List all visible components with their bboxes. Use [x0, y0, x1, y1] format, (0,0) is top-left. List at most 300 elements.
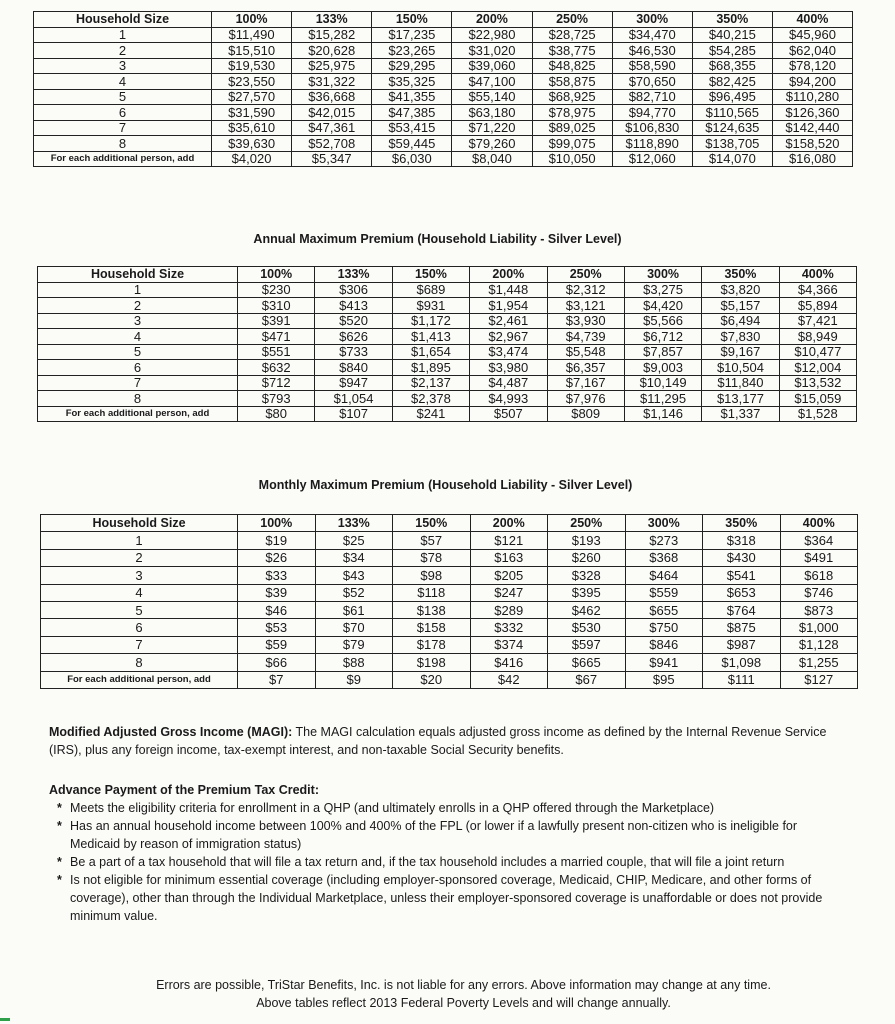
- value-cell: $198: [393, 654, 471, 671]
- value-cell: $39,060: [452, 58, 532, 74]
- value-cell: $416: [470, 654, 548, 671]
- value-cell: $1,954: [470, 298, 547, 314]
- table-row: [38, 282, 857, 298]
- value-cell: $78,975: [532, 105, 612, 121]
- value-cell: $6,712: [624, 329, 701, 345]
- value-cell: $12,060: [612, 151, 692, 167]
- value-cell: $58,590: [612, 58, 692, 74]
- value-cell: $289: [470, 601, 548, 618]
- column-header: 133%: [315, 515, 393, 532]
- household-size-cell: 8: [38, 391, 238, 407]
- value-cell: $111: [703, 671, 781, 688]
- fpl-income-table: [33, 11, 853, 167]
- value-cell: $873: [780, 601, 858, 618]
- value-cell: $626: [315, 329, 392, 345]
- value-cell: $6,357: [547, 360, 624, 376]
- value-cell: $53,415: [372, 120, 452, 136]
- value-cell: $5,347: [292, 151, 372, 167]
- column-header: 350%: [692, 12, 772, 28]
- value-cell: $158: [393, 619, 471, 636]
- household-size-cell: 2: [38, 298, 238, 314]
- scan-edge-mark: [0, 1018, 10, 1021]
- table-row: [38, 360, 857, 376]
- column-header: 350%: [703, 515, 781, 532]
- value-cell: $5,894: [779, 298, 856, 314]
- column-header: 200%: [470, 267, 547, 283]
- value-cell: $8,040: [452, 151, 532, 167]
- column-header: 150%: [393, 515, 471, 532]
- value-cell: $20,628: [292, 43, 372, 59]
- value-cell: $41,355: [372, 89, 452, 105]
- value-cell: $3,820: [702, 282, 779, 298]
- bullet-star-icon: *: [57, 855, 62, 869]
- household-size-cell: 2: [41, 549, 238, 566]
- value-cell: $25,975: [292, 58, 372, 74]
- value-cell: $16,080: [772, 151, 852, 167]
- value-cell: $1,448: [470, 282, 547, 298]
- table-row: [38, 344, 857, 360]
- value-cell: $5,566: [624, 313, 701, 329]
- household-size-cell: 3: [34, 58, 212, 74]
- value-cell: $987: [703, 636, 781, 653]
- value-cell: $7,167: [547, 375, 624, 391]
- household-size-cell: 5: [38, 344, 238, 360]
- value-cell: $1,895: [392, 360, 469, 376]
- value-cell: $1,172: [392, 313, 469, 329]
- additional-person-row: [38, 406, 857, 422]
- value-cell: $332: [470, 619, 548, 636]
- value-cell: $2,378: [392, 391, 469, 407]
- value-cell: $368: [625, 549, 703, 566]
- magi-term: Modified Adjusted Gross Income (MAGI):: [49, 725, 293, 739]
- value-cell: $530: [548, 619, 626, 636]
- value-cell: $96,495: [692, 89, 772, 105]
- household-size-cell: 4: [38, 329, 238, 345]
- value-cell: $746: [780, 584, 858, 601]
- value-cell: $52: [315, 584, 393, 601]
- value-cell: $63,180: [452, 105, 532, 121]
- value-cell: $34,470: [612, 27, 692, 43]
- value-cell: $70: [315, 619, 393, 636]
- value-cell: $655: [625, 601, 703, 618]
- value-cell: $430: [703, 549, 781, 566]
- value-cell: $1,255: [780, 654, 858, 671]
- value-cell: $306: [315, 282, 392, 298]
- household-size-cell: 6: [38, 360, 238, 376]
- value-cell: $27,570: [212, 89, 292, 105]
- value-cell: $273: [625, 532, 703, 549]
- additional-person-row: [41, 671, 858, 688]
- value-cell: $142,440: [772, 120, 852, 136]
- table-row: [38, 391, 857, 407]
- value-cell: $71,220: [452, 120, 532, 136]
- table-row: [41, 567, 858, 584]
- value-cell: $247: [470, 584, 548, 601]
- value-cell: $3,474: [470, 344, 547, 360]
- value-cell: $31,590: [212, 105, 292, 121]
- value-cell: $7,857: [624, 344, 701, 360]
- value-cell: $99,075: [532, 136, 612, 152]
- value-cell: $94,770: [612, 105, 692, 121]
- value-cell: $4,366: [779, 282, 856, 298]
- value-cell: $10,477: [779, 344, 856, 360]
- value-cell: $462: [548, 601, 626, 618]
- value-cell: $374: [470, 636, 548, 653]
- value-cell: $14,070: [692, 151, 772, 167]
- value-cell: $193: [548, 532, 626, 549]
- annual-premium-table: [37, 266, 857, 422]
- value-cell: $318: [703, 532, 781, 549]
- value-cell: $1,054: [315, 391, 392, 407]
- value-cell: $3,930: [547, 313, 624, 329]
- column-header: 200%: [452, 12, 532, 28]
- value-cell: $7,976: [547, 391, 624, 407]
- value-cell: $491: [780, 549, 858, 566]
- table-row: [41, 584, 858, 601]
- value-cell: $55,140: [452, 89, 532, 105]
- value-cell: $61: [315, 601, 393, 618]
- value-cell: $68,355: [692, 58, 772, 74]
- value-cell: $1,654: [392, 344, 469, 360]
- value-cell: $45,960: [772, 27, 852, 43]
- column-header: 350%: [702, 267, 779, 283]
- table-row: [34, 136, 853, 152]
- household-size-cell: 8: [41, 654, 238, 671]
- value-cell: $4,487: [470, 375, 547, 391]
- value-cell: $1,337: [702, 406, 779, 422]
- value-cell: $59: [238, 636, 316, 653]
- disclaimer-line: Errors are possible, TriStar Benefits, Inc. is not liable for any errors. Above information may change at any time.: [156, 978, 771, 992]
- value-cell: $840: [315, 360, 392, 376]
- value-cell: $39: [238, 584, 316, 601]
- column-header: 300%: [624, 267, 701, 283]
- value-cell: $413: [315, 298, 392, 314]
- additional-person-row: [34, 151, 853, 167]
- household-size-cell: 1: [34, 27, 212, 43]
- column-header: 133%: [292, 12, 372, 28]
- value-cell: $1,413: [392, 329, 469, 345]
- value-cell: $464: [625, 567, 703, 584]
- value-cell: $42: [470, 671, 548, 688]
- household-size-cell: 6: [34, 105, 212, 121]
- list-item: * Is not eligible for minimum essential coverage (including employer-sponsored coverage, Medicaid, CHIP, Medicare, and other forms of coverage), other than through the Individual Marketplace, unless their employer-sponsored coverage is unaffordable or does not provide minimum value.: [57, 873, 823, 923]
- household-size-cell: 3: [41, 567, 238, 584]
- table-row: [34, 58, 853, 74]
- value-cell: $1,146: [624, 406, 701, 422]
- column-header: 150%: [392, 267, 469, 283]
- value-cell: $89,025: [532, 120, 612, 136]
- value-cell: $653: [703, 584, 781, 601]
- value-cell: $941: [625, 654, 703, 671]
- value-cell: $70,650: [612, 74, 692, 90]
- value-cell: $1,528: [779, 406, 856, 422]
- household-size-cell: 3: [38, 313, 238, 329]
- column-header: 133%: [315, 267, 392, 283]
- list-item: * Meets the eligibility criteria for enrollment in a QHP (and ultimately enrolls in a QHP offered through the Marketplace): [57, 801, 715, 815]
- value-cell: $124,635: [692, 120, 772, 136]
- value-cell: $57: [393, 532, 471, 549]
- value-cell: $127: [780, 671, 858, 688]
- value-cell: $1,000: [780, 619, 858, 636]
- value-cell: $22,980: [452, 27, 532, 43]
- value-cell: $6,494: [702, 313, 779, 329]
- value-cell: $2,967: [470, 329, 547, 345]
- value-cell: $31,322: [292, 74, 372, 90]
- value-cell: $126,360: [772, 105, 852, 121]
- fpl-year-note: Above tables reflect 2013 Federal Poverty Levels and will change annually.: [256, 996, 671, 1010]
- value-cell: $1,098: [703, 654, 781, 671]
- table-row: [34, 89, 853, 105]
- value-cell: $47,100: [452, 74, 532, 90]
- table-row: [38, 329, 857, 345]
- value-cell: $52,708: [292, 136, 372, 152]
- value-cell: $1,128: [780, 636, 858, 653]
- table-row: [41, 601, 858, 618]
- value-cell: $36,668: [292, 89, 372, 105]
- household-size-cell: 5: [34, 89, 212, 105]
- value-cell: $733: [315, 344, 392, 360]
- value-cell: $46: [238, 601, 316, 618]
- household-size-cell: 4: [41, 584, 238, 601]
- value-cell: $10,504: [702, 360, 779, 376]
- value-cell: $241: [392, 406, 469, 422]
- value-cell: $53: [238, 619, 316, 636]
- column-header: 250%: [547, 267, 624, 283]
- value-cell: $471: [238, 329, 315, 345]
- value-cell: $138: [393, 601, 471, 618]
- household-size-cell: 5: [41, 601, 238, 618]
- magi-text: The MAGI calculation equals adjusted gross income as defined by the Internal Revenue Service (IRS), plus any foreign income, tax-exempt interest, and non-taxable Social Security benefits.: [49, 725, 827, 757]
- value-cell: $9,167: [702, 344, 779, 360]
- column-header: 250%: [548, 515, 626, 532]
- value-cell: $121: [470, 532, 548, 549]
- list-item: * Be a part of a tax household that will file a tax return and, if the tax household includes a married couple, that will file a joint return: [57, 855, 785, 869]
- additional-person-label: For each additional person, add: [34, 151, 212, 167]
- value-cell: $3,980: [470, 360, 547, 376]
- value-cell: $507: [470, 406, 547, 422]
- value-cell: $7: [238, 671, 316, 688]
- value-cell: $15,510: [212, 43, 292, 59]
- value-cell: $328: [548, 567, 626, 584]
- table-row: [34, 120, 853, 136]
- list-item: * Has an annual household income between 100% and 400% of the FPL (or lower if a lawfully present non-citizen who is ineligible for Medicaid by reason of immigration status): [57, 819, 798, 851]
- household-size-cell: 1: [41, 532, 238, 549]
- value-cell: $68,925: [532, 89, 612, 105]
- value-cell: $39,630: [212, 136, 292, 152]
- value-cell: $6,030: [372, 151, 452, 167]
- value-cell: $260: [548, 549, 626, 566]
- table-header-row: [38, 267, 857, 283]
- bullet-star-icon: *: [57, 873, 62, 887]
- value-cell: $31,020: [452, 43, 532, 59]
- value-cell: $764: [703, 601, 781, 618]
- value-cell: $23,550: [212, 74, 292, 90]
- value-cell: $689: [392, 282, 469, 298]
- value-cell: $34: [315, 549, 393, 566]
- value-cell: $8,949: [779, 329, 856, 345]
- value-cell: $551: [238, 344, 315, 360]
- column-header: 200%: [470, 515, 548, 532]
- value-cell: $17,235: [372, 27, 452, 43]
- magi-definition: [49, 723, 829, 759]
- table-row: [34, 27, 853, 43]
- value-cell: $38,775: [532, 43, 612, 59]
- value-cell: $33: [238, 567, 316, 584]
- value-cell: $78,120: [772, 58, 852, 74]
- table-row: [38, 298, 857, 314]
- household-size-cell: 8: [34, 136, 212, 152]
- column-header: 300%: [612, 12, 692, 28]
- value-cell: $80: [238, 406, 315, 422]
- value-cell: $5,548: [547, 344, 624, 360]
- value-cell: $205: [470, 567, 548, 584]
- household-size-cell: 2: [34, 43, 212, 59]
- value-cell: $391: [238, 313, 315, 329]
- column-header: 400%: [780, 515, 858, 532]
- value-cell: $47,385: [372, 105, 452, 121]
- value-cell: $58,875: [532, 74, 612, 90]
- value-cell: $5,157: [702, 298, 779, 314]
- column-header: 100%: [238, 515, 316, 532]
- value-cell: $9: [315, 671, 393, 688]
- value-cell: $95: [625, 671, 703, 688]
- table-row: [38, 375, 857, 391]
- value-cell: $106,830: [612, 120, 692, 136]
- additional-person-label: For each additional person, add: [41, 671, 238, 688]
- value-cell: $750: [625, 619, 703, 636]
- value-cell: $19,530: [212, 58, 292, 74]
- value-cell: $118,890: [612, 136, 692, 152]
- value-cell: $138,705: [692, 136, 772, 152]
- value-cell: $79,260: [452, 136, 532, 152]
- value-cell: $2,312: [547, 282, 624, 298]
- value-cell: $632: [238, 360, 315, 376]
- household-size-cell: 7: [38, 375, 238, 391]
- table-row: [34, 74, 853, 90]
- value-cell: $47,361: [292, 120, 372, 136]
- value-cell: $3,121: [547, 298, 624, 314]
- value-cell: $541: [703, 567, 781, 584]
- annual-premium-caption: Annual Maximum Premium (Household Liability - Silver Level): [253, 232, 622, 246]
- value-cell: $947: [315, 375, 392, 391]
- value-cell: $665: [548, 654, 626, 671]
- household-size-cell: 4: [34, 74, 212, 90]
- column-header: 100%: [238, 267, 315, 283]
- value-cell: $310: [238, 298, 315, 314]
- household-size-header: Household Size: [38, 267, 238, 283]
- value-cell: $618: [780, 567, 858, 584]
- table-row: [41, 636, 858, 653]
- value-cell: $875: [703, 619, 781, 636]
- eligibility-list: [57, 799, 827, 925]
- value-cell: $28,725: [532, 27, 612, 43]
- value-cell: $67: [548, 671, 626, 688]
- value-cell: $597: [548, 636, 626, 653]
- value-cell: $35,610: [212, 120, 292, 136]
- table-row: [41, 619, 858, 636]
- table-header-row: [34, 12, 853, 28]
- value-cell: $48,825: [532, 58, 612, 74]
- value-cell: $107: [315, 406, 392, 422]
- monthly-premium-table: [40, 514, 858, 689]
- value-cell: $846: [625, 636, 703, 653]
- column-header: 300%: [625, 515, 703, 532]
- value-cell: $26: [238, 549, 316, 566]
- table-row: [34, 105, 853, 121]
- additional-person-label: For each additional person, add: [38, 406, 238, 422]
- table-row: [41, 532, 858, 549]
- value-cell: $2,461: [470, 313, 547, 329]
- value-cell: $78: [393, 549, 471, 566]
- value-cell: $110,280: [772, 89, 852, 105]
- value-cell: $178: [393, 636, 471, 653]
- value-cell: $809: [547, 406, 624, 422]
- value-cell: $19: [238, 532, 316, 549]
- value-cell: $118: [393, 584, 471, 601]
- value-cell: $98: [393, 567, 471, 584]
- value-cell: $230: [238, 282, 315, 298]
- value-cell: $66: [238, 654, 316, 671]
- value-cell: $110,565: [692, 105, 772, 121]
- value-cell: $11,490: [212, 27, 292, 43]
- household-size-cell: 1: [38, 282, 238, 298]
- value-cell: $559: [625, 584, 703, 601]
- column-header: 100%: [212, 12, 292, 28]
- table-header-row: [41, 515, 858, 532]
- value-cell: $42,015: [292, 105, 372, 121]
- value-cell: $9,003: [624, 360, 701, 376]
- value-cell: $59,445: [372, 136, 452, 152]
- household-size-cell: 7: [34, 120, 212, 136]
- value-cell: $79: [315, 636, 393, 653]
- value-cell: $20: [393, 671, 471, 688]
- monthly-premium-caption: Monthly Maximum Premium (Household Liability - Silver Level): [258, 478, 633, 492]
- value-cell: $88: [315, 654, 393, 671]
- value-cell: $163: [470, 549, 548, 566]
- value-cell: $10,050: [532, 151, 612, 167]
- column-header: 400%: [779, 267, 856, 283]
- value-cell: $40,215: [692, 27, 772, 43]
- value-cell: $82,710: [612, 89, 692, 105]
- value-cell: $11,840: [702, 375, 779, 391]
- column-header: 150%: [372, 12, 452, 28]
- value-cell: $29,295: [372, 58, 452, 74]
- value-cell: $364: [780, 532, 858, 549]
- table-row: [41, 549, 858, 566]
- value-cell: $2,137: [392, 375, 469, 391]
- value-cell: $25: [315, 532, 393, 549]
- value-cell: $13,532: [779, 375, 856, 391]
- column-header: 250%: [532, 12, 612, 28]
- value-cell: $15,059: [779, 391, 856, 407]
- table-row: [38, 313, 857, 329]
- value-cell: $793: [238, 391, 315, 407]
- value-cell: $15,282: [292, 27, 372, 43]
- table-row: [41, 654, 858, 671]
- value-cell: $12,004: [779, 360, 856, 376]
- value-cell: $931: [392, 298, 469, 314]
- value-cell: $395: [548, 584, 626, 601]
- household-size-header: Household Size: [34, 12, 212, 28]
- value-cell: $94,200: [772, 74, 852, 90]
- value-cell: $4,993: [470, 391, 547, 407]
- value-cell: $10,149: [624, 375, 701, 391]
- apt-title: Advance Payment of the Premium Tax Credit:: [49, 783, 319, 797]
- household-size-cell: 7: [41, 636, 238, 653]
- column-header: 400%: [772, 12, 852, 28]
- value-cell: $158,520: [772, 136, 852, 152]
- bullet-star-icon: *: [57, 819, 62, 833]
